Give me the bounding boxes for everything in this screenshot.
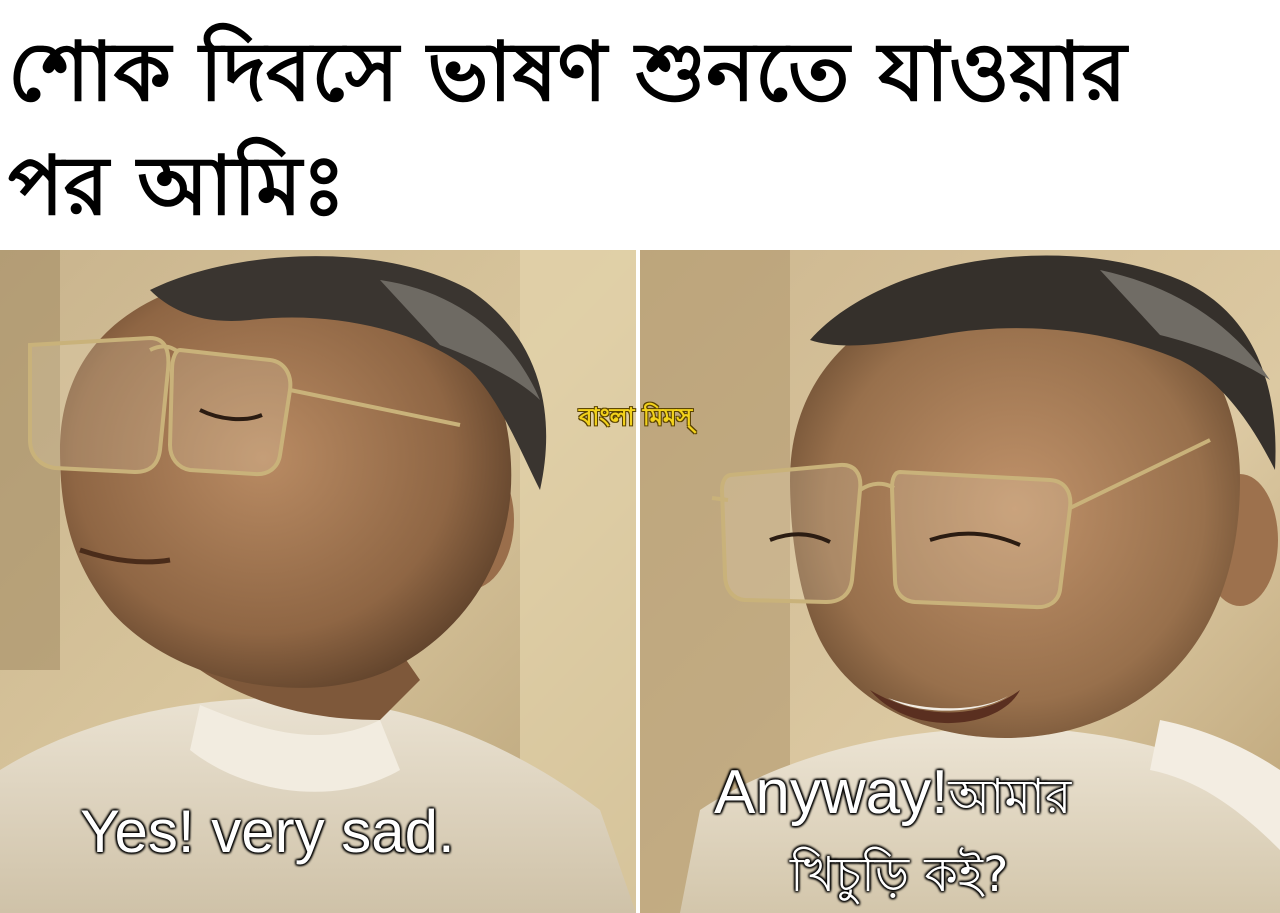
right-subtitle-line-1: [714, 756, 1071, 834]
caption-header: [0, 0, 1280, 250]
right-subtitle-bengali: আমার: [948, 769, 1072, 825]
left-panel: [0, 250, 636, 913]
caption-line-2: পর আমিঃ: [8, 139, 346, 234]
left-subtitle: Yes! very sad.: [80, 798, 455, 865]
watermark: বাংলা মিমস্: [579, 403, 693, 431]
right-panel: [640, 250, 1280, 913]
right-subtitle-line-2: খিচুড়ি কই?: [790, 847, 1009, 903]
caption-line-1: শোক দিবসে ভাষণ শুনতে যাওয়ার: [8, 25, 1127, 120]
right-subtitle-english: Anyway!: [714, 758, 949, 827]
